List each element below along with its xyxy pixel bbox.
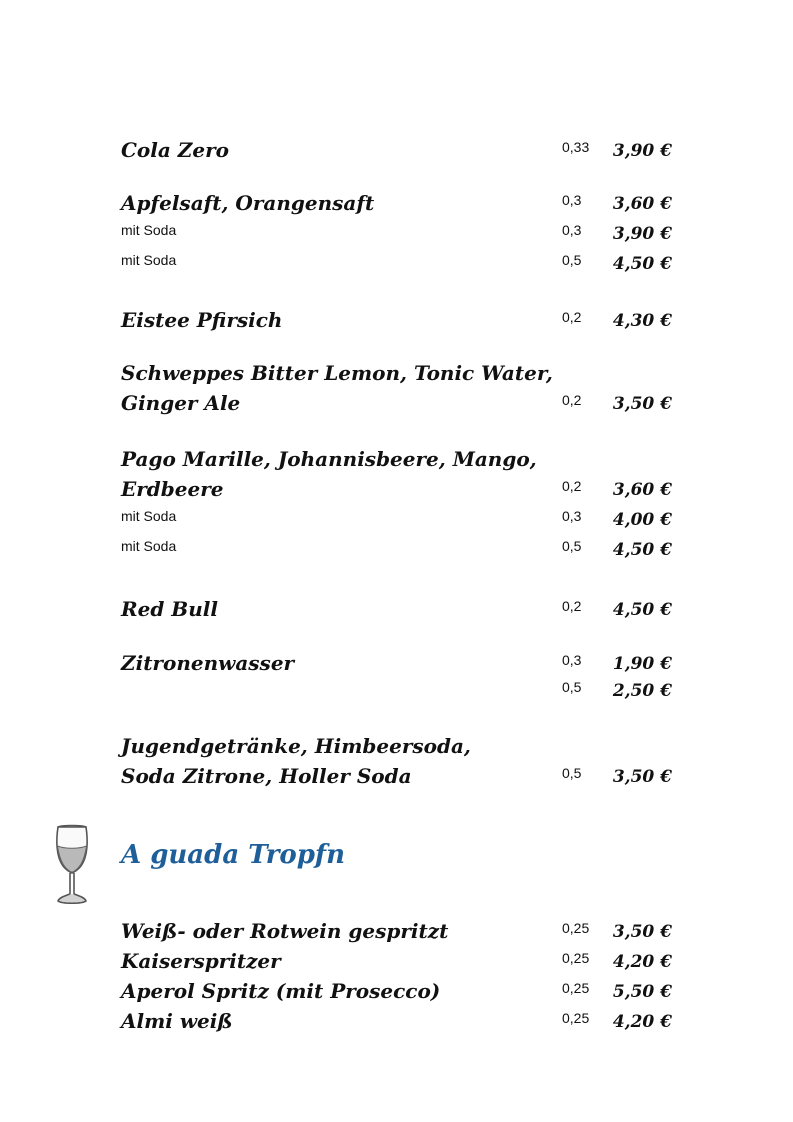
section-title-wine: A guada Tropfn <box>121 840 345 870</box>
item-volume: 0,25 <box>562 950 590 966</box>
item-name: Ginger Ale <box>121 391 241 415</box>
item-volume: 0,3 <box>562 222 582 238</box>
item-price: 1,90 € <box>612 654 672 674</box>
item-name: Erdbeere <box>121 477 224 501</box>
item-name: Cola Zero <box>121 138 229 162</box>
item-name: Zitronenwasser <box>121 651 295 675</box>
item-price: 4,50 € <box>612 254 672 274</box>
item-price: 3,50 € <box>612 922 672 942</box>
item-name: Jugendgetränke, Himbeersoda, <box>121 734 471 758</box>
item-name: mit Soda <box>121 538 177 554</box>
menu-item-eistee <box>0 306 793 336</box>
item-price: 4,00 € <box>612 510 672 530</box>
menu-item-schweppes-line1 <box>0 359 793 389</box>
item-volume: 0,5 <box>562 538 582 554</box>
menu-item-pago-line1 <box>0 445 793 475</box>
menu-item-cola-zero <box>0 136 793 166</box>
item-volume: 0,25 <box>562 920 590 936</box>
item-volume: 0,2 <box>562 309 582 325</box>
menu-subitem-apfelsaft-soda-05 <box>0 249 793 279</box>
menu-subitem-zitronenwasser-05 <box>0 676 793 706</box>
menu-item-apfelsaft <box>0 189 793 219</box>
item-price: 3,90 € <box>612 224 672 244</box>
item-name: Soda Zitrone, Holler Soda <box>121 764 412 788</box>
item-price: 3,50 € <box>612 767 672 787</box>
item-volume: 0,2 <box>562 478 582 494</box>
menu-subitem-pago-soda-03 <box>0 505 793 535</box>
item-volume: 0,5 <box>562 679 582 695</box>
item-name: mit Soda <box>121 252 177 268</box>
item-name: Schweppes Bitter Lemon, Tonic Water, <box>121 361 553 385</box>
item-volume: 0,33 <box>562 139 590 155</box>
item-price: 3,90 € <box>612 141 672 161</box>
item-price: 4,50 € <box>612 540 672 560</box>
item-volume: 0,25 <box>562 980 590 996</box>
menu-item-jugendgetraenke-line2 <box>0 762 793 792</box>
item-name: Apfelsaft, Orangensaft <box>121 191 375 215</box>
item-name: Kaiserspritzer <box>121 949 281 973</box>
menu-item-almi-weiss <box>0 1007 793 1037</box>
item-price: 4,50 € <box>612 600 672 620</box>
item-volume: 0,3 <box>562 508 582 524</box>
item-name: Aperol Spritz (mit Prosecco) <box>121 979 441 1003</box>
item-price: 3,50 € <box>612 394 672 414</box>
item-name: mit Soda <box>121 508 177 524</box>
item-name: Eistee Pfirsich <box>121 308 283 332</box>
menu-subitem-apfelsaft-soda-03 <box>0 219 793 249</box>
menu-item-kaiserspritzer <box>0 947 793 977</box>
item-volume: 0,3 <box>562 652 582 668</box>
item-volume: 0,3 <box>562 192 582 208</box>
item-price: 2,50 € <box>612 681 672 701</box>
item-volume: 0,2 <box>562 598 582 614</box>
item-price: 5,50 € <box>612 982 672 1002</box>
menu-item-pago-line2 <box>0 475 793 505</box>
item-name: mit Soda <box>121 222 177 238</box>
item-price: 3,60 € <box>612 480 672 500</box>
item-price: 4,20 € <box>612 952 672 972</box>
menu-item-zitronenwasser <box>0 649 793 679</box>
item-name: Red Bull <box>121 597 218 621</box>
item-price: 4,30 € <box>612 311 672 331</box>
menu-item-wein-gespritzt <box>0 917 793 947</box>
item-name: Weiß- oder Rotwein gespritzt <box>121 919 449 943</box>
item-name: Pago Marille, Johannisbeere, Mango, <box>121 447 537 471</box>
menu-item-jugendgetraenke-line1 <box>0 732 793 762</box>
menu-item-aperol-spritz <box>0 977 793 1007</box>
item-volume: 0,25 <box>562 1010 590 1026</box>
item-name: Almi weiß <box>121 1009 233 1033</box>
menu-subitem-pago-soda-05 <box>0 535 793 565</box>
item-price: 3,60 € <box>612 194 672 214</box>
item-price: 4,20 € <box>612 1012 672 1032</box>
item-volume: 0,2 <box>562 392 582 408</box>
menu-item-schweppes-line2 <box>0 389 793 419</box>
item-volume: 0,5 <box>562 252 582 268</box>
menu-item-red-bull <box>0 595 793 625</box>
item-volume: 0,5 <box>562 765 582 781</box>
wine-glass-icon <box>52 824 92 906</box>
